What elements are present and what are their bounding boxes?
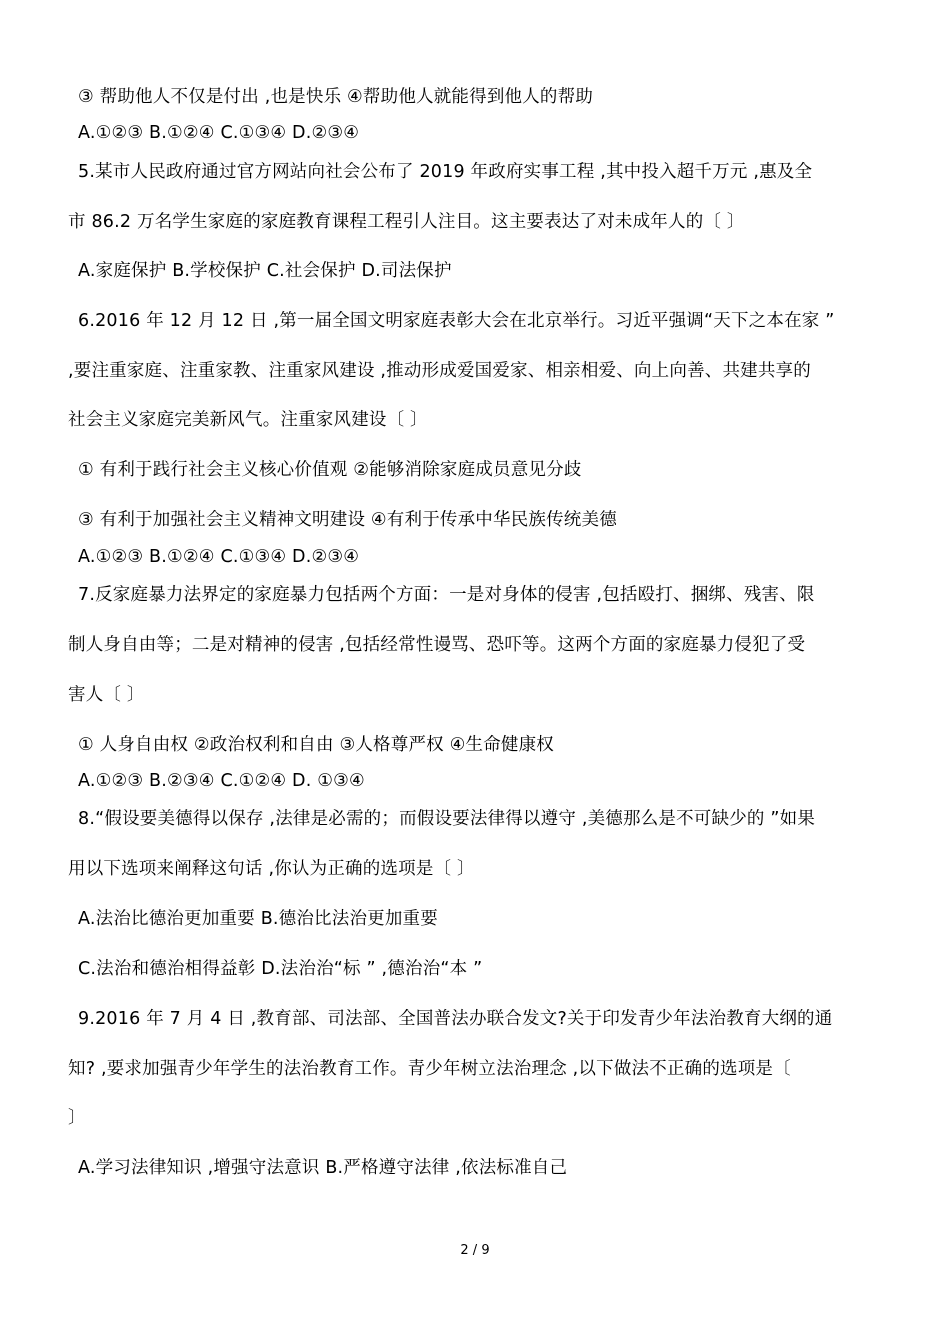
text-line: 〕: [68, 1108, 86, 1128]
answer-options: A.学习法律知识 ,增强守法意识 B.严格遵守法律 ,依法标准自己: [78, 1158, 568, 1178]
question-7: 7.反家庭暴力法界定的家庭暴力包括两个方面：一是对身体的侵害 ,包括殴打、捆绑、残害、限: [78, 585, 815, 605]
question-5: 5.某市人民政府通过官方网站向社会公布了 2019 年政府实事工程 ,其中投入超千万元 ,惠及全: [78, 162, 813, 182]
question-9: 9.2016 年 7 月 4 日 ,教育部、司法部、全国普法办联合发文?关于印发青少年法治教育大纲的通: [78, 1009, 833, 1029]
answer-options: A.①②③ B.①②④ C.①③④ D.②③④: [78, 123, 360, 143]
question-8: 8.“假设要美德得以保存 ,法律是必需的；而假设要法律得以遵守 ,美德那么是不可缺少的 ”如果: [78, 809, 816, 829]
page-number: 2 / 9: [460, 1243, 490, 1258]
answer-options: A.①②③ B.①②④ C.①③④ D.②③④: [78, 547, 360, 567]
text-line: ① 人身自由权 ②政治权利和自由 ③人格尊严权 ④生命健康权: [78, 735, 555, 755]
text-line: 市 86.2 万名学生家庭的家庭教育课程工程引人注目。这主要表达了对未成年人的〔 〕: [68, 212, 745, 232]
text-line: 社会主义家庭完美新风气。注重家风建设〔 〕: [68, 410, 428, 430]
text-line: ① 有利于践行社会主义核心价值观 ②能够消除家庭成员意见分歧: [78, 460, 582, 480]
text-line: 知? ,要求加强青少年学生的法治教育工作。青少年树立法治理念 ,以下做法不正确的选项是〔: [68, 1059, 791, 1079]
answer-options: A.①②③ B.②③④ C.①②④ D. ①③④: [78, 771, 365, 791]
text-line: 害人〔 〕: [68, 685, 145, 705]
answer-options: C.法治和德治相得益彰 D.法治治“标 ” ,德治治“本 ”: [78, 959, 483, 979]
text-line: ③ 帮助他人不仅是付出 ,也是快乐 ④帮助他人就能得到他人的帮助: [78, 87, 594, 107]
text-line: 用以下选项来阐释这句话 ,你认为正确的选项是〔 〕: [68, 859, 475, 879]
text-line: ,要注重家庭、注重家教、注重家风建设 ,推动形成爱国爱家、相亲相爱、向上向善、共建共享的: [68, 361, 811, 381]
question-6: 6.2016 年 12 月 12 日 ,第一届全国文明家庭表彰大会在北京举行。习近平强调“天下之本在家 ”: [78, 311, 835, 331]
text-line: 制人身自由等；二是对精神的侵害 ,包括经常性谩骂、恐吓等。这两个方面的家庭暴力侵犯了受: [68, 635, 806, 655]
text-line: ③ 有利于加强社会主义精神文明建设 ④有利于传承中华民族传统美德: [78, 510, 617, 530]
answer-options: A.法治比德治更加重要 B.德治比法治更加重要: [78, 909, 438, 929]
answer-options: A.家庭保护 B.学校保护 C.社会保护 D.司法保护: [78, 261, 452, 281]
